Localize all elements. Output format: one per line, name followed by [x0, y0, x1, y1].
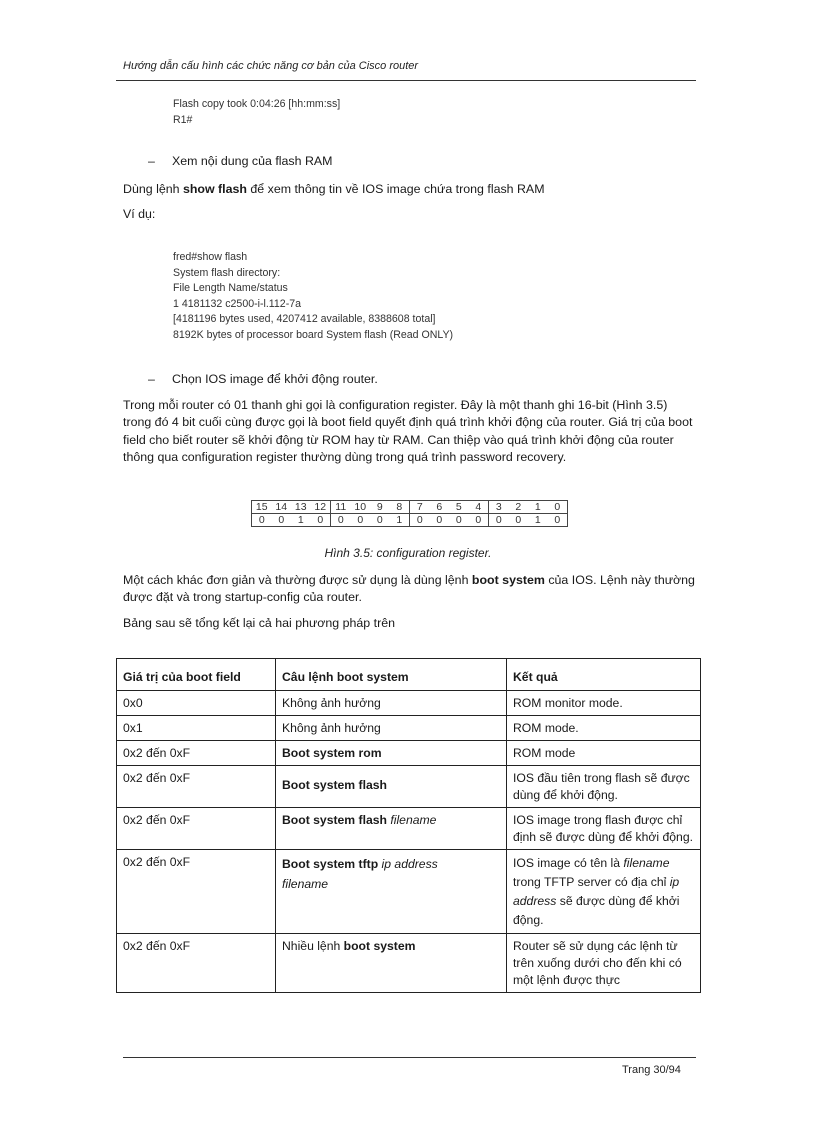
table-row [117, 808, 701, 850]
command-show-flash: show flash [182, 182, 247, 196]
column-header: Kết quả [507, 659, 701, 691]
boot-field-cell: 0x2 đến 0xF [117, 741, 276, 766]
bit-number: 3 [489, 501, 509, 514]
bit-number: 6 [430, 501, 450, 514]
command-text: Boot system flash [282, 778, 387, 792]
text-run: sẽ được dùng để khởi động. [513, 894, 680, 927]
boot-command-cell [276, 808, 507, 850]
table-row [117, 741, 701, 766]
bullet-text: Xem nội dung của flash RAM [172, 154, 333, 168]
boot-field-cell: 0x2 đến 0xF [117, 934, 276, 993]
command-arg: ip address [378, 857, 438, 871]
command-boot-system: boot system [471, 573, 545, 587]
bit-value: 0 [449, 514, 469, 527]
bullet-choose-ios [148, 372, 378, 386]
text-run: để xem thông tin về IOS image chứa trong flash RAM [246, 182, 545, 196]
bit-value: 0 [331, 514, 351, 527]
boot-command-cell [276, 716, 507, 741]
boot-field-cell: 0x2 đến 0xF [117, 808, 276, 850]
result-cell [507, 850, 701, 934]
boot-methods-table [116, 658, 701, 993]
text-run: IOS image có tên là [513, 856, 624, 870]
result-cell [507, 716, 701, 741]
code-block-show-flash [173, 250, 453, 343]
result-cell [507, 808, 701, 850]
boot-command-cell [276, 850, 507, 934]
bullet-dash: – [148, 154, 155, 168]
result-cell [507, 766, 701, 808]
code-block-flash-copy [173, 97, 340, 128]
paragraph-config-register: Trong mỗi router có 01 thanh ghi gọi là configuration register. Đây là một thanh ghi 16-bit (Hình 3.5) trong đó 4 bit cuối cùng được gọi là boot field quyết định quá trình khởi động của router. Giá trị của boot field cho biết router sẽ khởi động từ ROM hay từ RAM. Can thiệp vào quá trình khởi động của router thông qua configuration register thường dùng trong quá trình password recovery. [123, 398, 693, 465]
command-arg: filename [282, 877, 329, 891]
bit-number: 2 [509, 501, 529, 514]
bit-number: 5 [449, 501, 469, 514]
table-header-row [117, 659, 701, 691]
bit-value: 1 [291, 514, 311, 527]
table-row [117, 766, 701, 808]
text-run: Dùng lệnh [123, 182, 183, 196]
bit-number: 0 [548, 501, 568, 514]
bullet-view-flash [148, 154, 332, 168]
bit-value: 1 [528, 514, 548, 527]
bit-number: 11 [331, 501, 351, 514]
page-number: Trang 30/94 [622, 1064, 681, 1076]
bit-number: 7 [410, 501, 430, 514]
text-run: filename [623, 856, 670, 870]
result-cell [507, 741, 701, 766]
text-run: ROM monitor mode. [513, 696, 623, 710]
bit-value: 0 [351, 514, 371, 527]
bit-value: 0 [489, 514, 509, 527]
paragraph-show-flash [123, 181, 698, 198]
text-run: ip address [513, 875, 680, 908]
bit-number: 9 [370, 501, 390, 514]
command-text: Boot system flash [282, 813, 387, 827]
bit-value: 0 [509, 514, 529, 527]
code-line: R1# [173, 113, 193, 126]
text-run: Không ảnh hưởng [282, 721, 381, 735]
code-line: 8192K bytes of processor board System flash (Read ONLY) [173, 328, 454, 341]
bit-value: 0 [430, 514, 450, 527]
code-line: Flash copy took 0:04:26 [hh:mm:ss] [173, 98, 341, 110]
text-run: ROM mode. [513, 721, 579, 735]
boot-command-cell [276, 741, 507, 766]
table-row [117, 850, 701, 934]
boot-command-cell [276, 766, 507, 808]
text-run: của IOS. Lệnh này thường được đặt và trong startup-config của router. [123, 573, 695, 605]
command-text: Boot system tftp [282, 857, 379, 871]
text-run: Router sẽ sử dụng các lệnh từ trên xuống dưới cho đến khi có một lệnh được thực [513, 939, 682, 987]
bit-value: 0 [370, 514, 390, 527]
code-line: fred#show flash [173, 251, 248, 263]
boot-field-cell: 0x2 đến 0xF [117, 850, 276, 934]
bit-value: 0 [272, 514, 292, 527]
bit-value: 0 [311, 514, 331, 527]
bit-number: 10 [351, 501, 371, 514]
column-header: Giá trị của boot field [117, 659, 276, 691]
command-text: boot system [343, 939, 416, 953]
boot-field-cell: 0x2 đến 0xF [117, 766, 276, 808]
code-line: File Length Name/status [173, 282, 288, 294]
text-run: IOS đầu tiên trong flash sẽ được dùng để khởi động. [513, 771, 690, 802]
text-run: ROM mode [513, 746, 576, 760]
bit-number: 12 [311, 501, 331, 514]
header-divider [116, 80, 696, 81]
register-value-row [252, 514, 568, 527]
table-row [117, 934, 701, 993]
bit-value: 0 [548, 514, 568, 527]
bit-number: 15 [252, 501, 272, 514]
command-arg: filename [386, 813, 437, 827]
code-line: 1 4181132 c2500-i-l.112-7a [173, 297, 302, 310]
text-run: Nhiều lệnh [282, 939, 344, 953]
bit-number: 4 [469, 501, 489, 514]
text-run: Một cách khác đơn giản và thường được sử dụng là dùng lệnh [123, 573, 472, 587]
text-run: IOS image trong flash được chỉ định sẽ được dùng để khởi động. [513, 813, 693, 844]
bit-value: 0 [252, 514, 272, 527]
figure-caption: Hình 3.5: configuration register. [324, 546, 492, 560]
result-cell [507, 691, 701, 716]
bit-value: 1 [390, 514, 410, 527]
code-line: System flash directory: [173, 266, 281, 279]
boot-field-cell: 0x1 [117, 716, 276, 741]
column-header: Câu lệnh boot system [276, 659, 507, 691]
result-cell [507, 934, 701, 993]
paragraph-table-intro: Bảng sau sẽ tổng kết lại cả hai phương pháp trên [123, 616, 395, 630]
boot-field-cell: 0x0 [117, 691, 276, 716]
text-run: trong TFTP server có địa chỉ [513, 875, 670, 889]
bit-value: 0 [410, 514, 430, 527]
configuration-register-figure [251, 500, 568, 527]
bit-number: 8 [390, 501, 410, 514]
bit-value: 0 [469, 514, 489, 527]
table-row [117, 716, 701, 741]
bullet-dash: – [148, 372, 155, 386]
bit-number: 13 [291, 501, 311, 514]
footer-divider [123, 1057, 696, 1058]
boot-command-cell [276, 691, 507, 716]
bullet-text: Chọn IOS image để khởi động router. [172, 372, 378, 386]
paragraph-boot-system [123, 572, 698, 607]
bit-number: 14 [272, 501, 292, 514]
bit-number: 1 [528, 501, 548, 514]
text-run: Không ảnh hưởng [282, 696, 381, 710]
example-label: Ví dụ: [123, 207, 156, 221]
table-row [117, 691, 701, 716]
page-header: Hướng dẫn cấu hình các chức năng cơ bản của Cisco router [123, 60, 419, 72]
command-text: Boot system rom [282, 746, 382, 760]
code-line: [4181196 bytes used, 4207412 available, 8388608 total] [173, 313, 436, 325]
register-bit-row [252, 501, 568, 514]
boot-command-cell [276, 934, 507, 993]
